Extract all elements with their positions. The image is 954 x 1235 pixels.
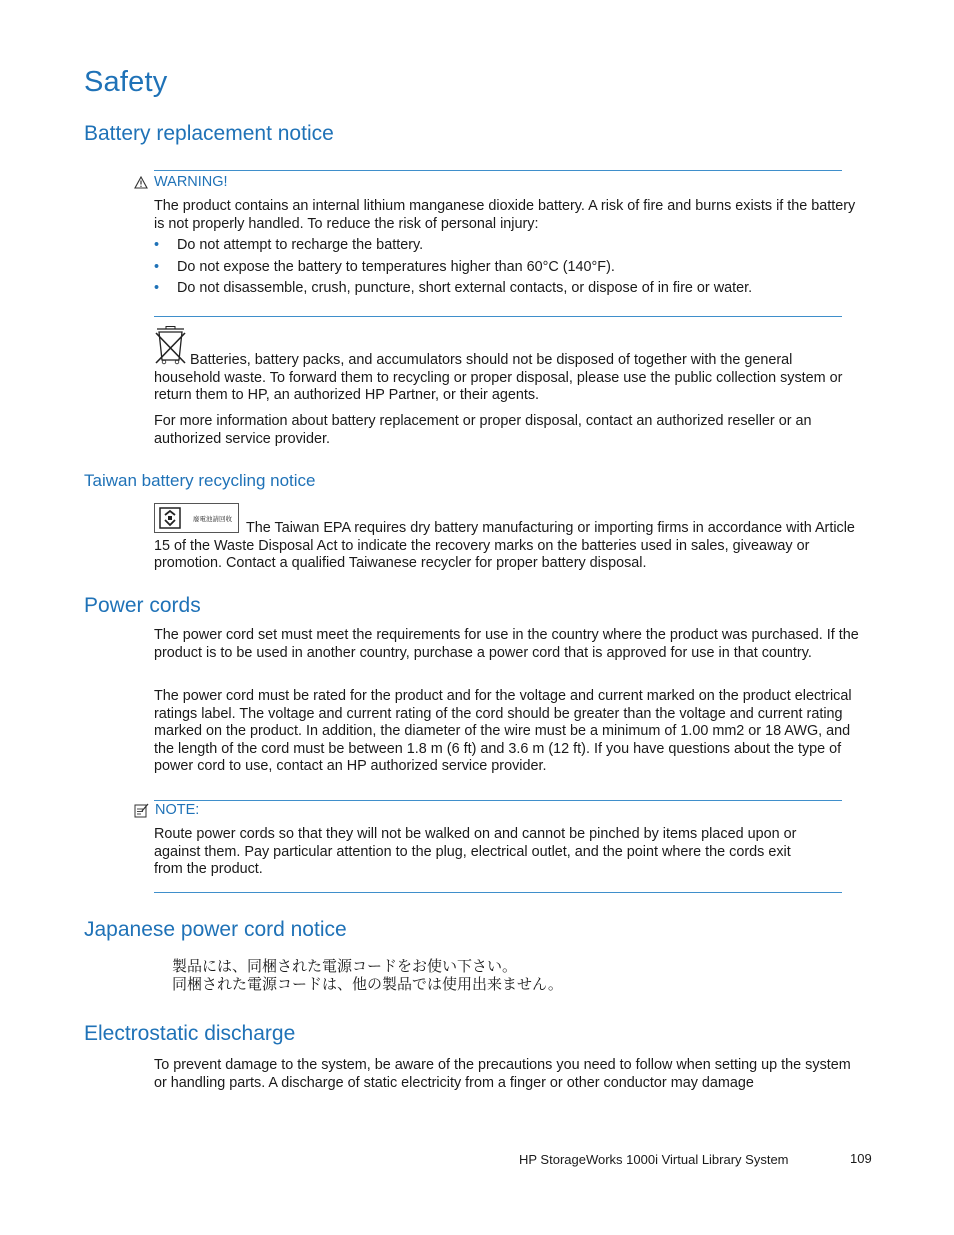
warning-bullet-list	[154, 237, 854, 302]
japanese-line-2: 同梱された電源コードは、他の製品では使用出来ません。	[172, 975, 563, 993]
note-text: Route power cords so that they will not be walked on and cannot be pinched by items placed upon or against them. Pay particular attention to the plug, electrical outlet, and the point where the cords exit from the product.	[154, 826, 797, 877]
footer-title: HP StorageWorks 1000i Virtual Library System	[519, 1152, 789, 1167]
japanese-heading: Japanese power cord notice	[84, 918, 347, 941]
note-bottom-rule	[154, 892, 842, 893]
page-title: Safety	[84, 66, 168, 98]
bullet-icon: •	[154, 280, 160, 296]
page-number: 109	[850, 1151, 872, 1166]
warning-bottom-rule	[154, 316, 842, 317]
warning-label-row	[134, 174, 228, 190]
esd-text: To prevent damage to the system, be aware of the precautions you need to follow when setting up the system or handling parts. A discharge of static electricity from a finger or other conductor may damage	[154, 1057, 851, 1091]
taiwan-heading: Taiwan battery recycling notice	[84, 471, 316, 490]
warning-label: WARNING!	[154, 174, 228, 190]
more-info-text: For more information about battery replacement or proper disposal, contact an authorized reseller or an authorized service provider.	[154, 413, 812, 447]
japanese-line-1: 製品には、同梱された電源コードをお使い下さい。	[172, 957, 518, 975]
taiwan-text: The Taiwan EPA requires dry battery manufacturing or importing firms in accordance with Article 15 of the Waste Disposal Act to indicate the recovery marks on the batteries used in sales, giveaway or promotion. Contact a qualified Taiwanese recycler for proper battery disposal.	[154, 520, 855, 571]
power-cords-para2: The power cord must be rated for the product and for the voltage and current marked on the product electrical ratings label. The voltage and current rating of the cord should be greater than the voltage and current rating marked on the product. In addition, the diameter of the wire must be a minimum of 1.00 mm2 or 18 AWG, and the length of the cord must be between 1.8 m (6 ft) and 3.6 m (12 ft). If you have questions about the type of power cord to use, contact an HP authorized service provider.	[154, 688, 852, 774]
note-top-rule	[154, 800, 842, 801]
note-label-row	[134, 802, 199, 818]
warning-triangle-icon	[134, 176, 148, 189]
warning-top-rule	[154, 170, 842, 171]
bullet-icon: •	[154, 258, 160, 275]
note-label: NOTE:	[155, 802, 200, 818]
power-cords-heading: Power cords	[84, 594, 201, 617]
note-icon	[134, 803, 149, 818]
battery-heading: Battery replacement notice	[84, 122, 334, 145]
power-cords-para1: The power cord set must meet the requirements for use in the country where the product was purchased. If the product is to be used in another country, purchase a power cord that is approved for use in that country.	[154, 627, 859, 661]
bullet-icon: •	[154, 237, 160, 253]
disposal-text: Batteries, battery packs, and accumulators should not be disposed of together with the general household waste. To forward them to recycling or proper disposal, please use the public collection system or return them to HP, an authorized HP Partner, or their agents.	[154, 352, 843, 403]
list-item: • Do not expose the battery to temperatures higher than 60°C (140°F).	[154, 258, 615, 275]
list-item: • Do not attempt to recharge the battery.	[154, 237, 424, 253]
warning-text: The product contains an internal lithium manganese dioxide battery. A risk of fire and burns exists if the battery is not properly handled. To reduce the risk of personal injury:	[154, 198, 856, 232]
list-item: • Do not disassemble, crush, puncture, short external contacts, or dispose of in fire or water.	[154, 280, 753, 296]
esd-heading: Electrostatic discharge	[84, 1022, 296, 1045]
recycle-mark-text: 廢電池請回收	[193, 514, 232, 523]
